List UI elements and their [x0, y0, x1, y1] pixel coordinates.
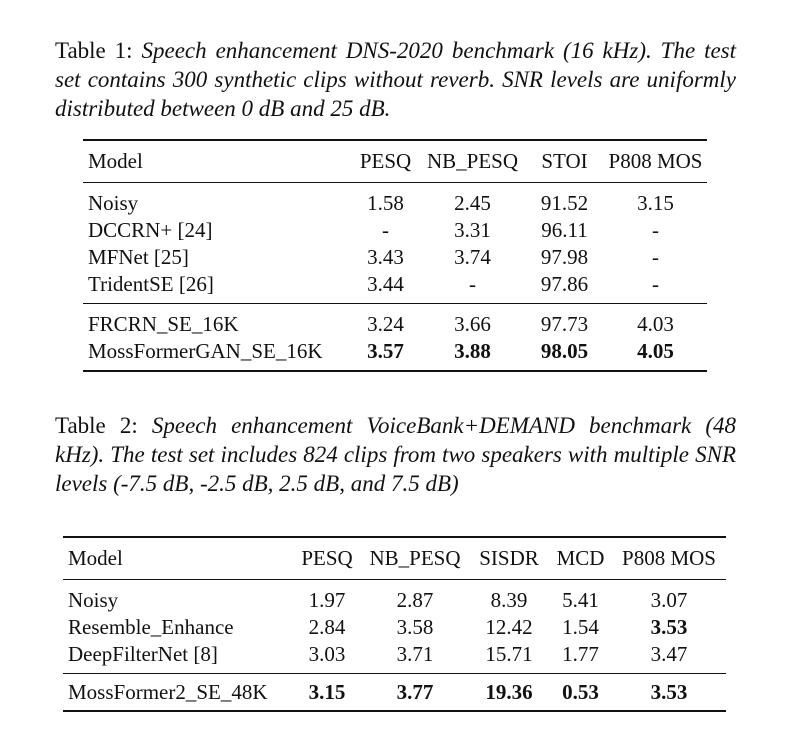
table-row — [83, 183, 707, 218]
table1-cell-model: MFNet [25] — [88, 245, 189, 269]
table1-header-p808-mos: P808 MOS — [604, 140, 707, 183]
table1-cell-model: MossFormerGAN_SE_16K — [88, 339, 323, 363]
table2-cell-model: Resemble_Enhance — [68, 615, 234, 639]
table1-cell-stoi: 96.11 — [541, 218, 588, 242]
table2-cell-model: DeepFilterNet [8] — [68, 642, 218, 666]
table2-header-nb-pesq: NB_PESQ — [361, 537, 469, 580]
table1-cell-p808: - — [652, 218, 659, 242]
table2-cell-pesq: 3.15 — [293, 674, 361, 712]
table1-cell-model: FRCRN_SE_16K — [83, 304, 351, 339]
table1-cell-pesq: - — [382, 218, 389, 242]
table2-cell-model: Noisy — [68, 588, 119, 612]
table-row — [83, 271, 707, 304]
table-row — [63, 580, 726, 615]
table2-cell-nb-pesq: 3.71 — [396, 642, 434, 666]
table1-header-pesq: PESQ — [351, 140, 420, 183]
table1-cell-nb-pesq: 3.74 — [454, 245, 491, 269]
table2-cell-sisdr: 8.39 — [490, 588, 528, 612]
table1-header-nb-pesq: NB_PESQ — [420, 140, 525, 183]
table1 — [83, 139, 707, 372]
table1-cell-p808: 4.05 — [637, 339, 674, 363]
table1-cell-model: TridentSE [26] — [88, 272, 214, 296]
table1-cell-pesq: 3.57 — [367, 339, 404, 363]
table1-cell-p808: 4.03 — [604, 304, 707, 339]
table2-header-row — [63, 537, 726, 580]
table1-cell-p808: - — [652, 272, 659, 296]
table-row — [63, 674, 726, 712]
table2-header-mcd: MCD — [549, 537, 612, 580]
table2-cell-p808: 3.47 — [650, 642, 688, 666]
table1-cell-stoi: 97.73 — [525, 304, 604, 339]
table1-caption-label: Table 1: — [55, 38, 133, 63]
table2-cell-nb-pesq: 3.58 — [396, 615, 434, 639]
table1-cell-p808: - — [652, 245, 659, 269]
table1-cell-nb-pesq: 2.45 — [454, 191, 491, 215]
table1-cell-pesq: 3.24 — [351, 304, 420, 339]
table1-cell-pesq: 3.44 — [367, 272, 404, 296]
table1-caption-text: Speech enhancement DNS-2020 benchmark (16 kHz). The test set contains 300 synthetic clips without reverb. SNR levels are uniformly distributed between 0 dB and 25 dB. — [55, 38, 737, 121]
table2 — [63, 536, 726, 712]
table2-cell-p808: 3.53 — [650, 615, 688, 639]
table1-cell-model: Noisy — [88, 191, 139, 215]
table1-cell-p808: 3.15 — [637, 191, 674, 215]
table2-header-model: Model — [63, 537, 293, 580]
table2-caption-label: Table 2: — [55, 413, 138, 438]
table2-cell-p808: 3.53 — [612, 674, 726, 712]
table2-header-pesq: PESQ — [293, 537, 361, 580]
table2-cell-model: MossFormer2_SE_48K — [63, 674, 293, 712]
table2-cell-sisdr: 15.71 — [485, 642, 533, 666]
table2-cell-mcd: 1.54 — [562, 615, 599, 639]
table-row — [83, 338, 707, 371]
table2-cell-p808: 3.07 — [650, 588, 688, 612]
table2-cell-mcd: 1.77 — [562, 642, 599, 666]
table-row — [83, 217, 707, 244]
table2-cell-mcd: 0.53 — [549, 674, 612, 712]
table2-header-p808-mos: P808 MOS — [612, 537, 726, 580]
table2-cell-pesq: 3.03 — [308, 642, 346, 666]
table2-header-sisdr: SISDR — [469, 537, 549, 580]
table2-cell-nb-pesq: 2.87 — [396, 588, 434, 612]
table2-cell-sisdr: 12.42 — [485, 615, 533, 639]
table1-cell-stoi: 97.98 — [540, 245, 589, 269]
table2-cell-mcd: 5.41 — [562, 588, 599, 612]
table1-cell-nb-pesq: - — [469, 272, 476, 296]
table1-cell-nb-pesq: 3.88 — [454, 339, 491, 363]
table2-cell-pesq: 2.84 — [308, 615, 346, 639]
table1-cell-stoi: 98.05 — [540, 339, 589, 363]
table-row — [63, 641, 726, 674]
table1-cell-model: DCCRN+ [24] — [88, 218, 213, 242]
table1-cell-nb-pesq: 3.31 — [454, 218, 491, 242]
table2-cell-pesq: 1.97 — [308, 588, 346, 612]
table1-header-stoi: STOI — [525, 140, 604, 183]
table2-cell-sisdr: 19.36 — [469, 674, 549, 712]
table2-caption — [55, 411, 736, 498]
table1-cell-stoi: 97.86 — [540, 272, 589, 296]
table-row — [83, 244, 707, 271]
table1-header-row — [83, 140, 707, 183]
table1-header-model: Model — [83, 140, 351, 183]
table1-cell-nb-pesq: 3.66 — [420, 304, 525, 339]
table1-caption — [55, 36, 736, 123]
table-row — [83, 304, 707, 339]
table2-cell-nb-pesq: 3.77 — [361, 674, 469, 712]
table-row — [63, 614, 726, 641]
table1-cell-stoi: 91.52 — [540, 191, 589, 215]
table2-caption-text: Speech enhancement VoiceBank+DEMAND benchmark (48 kHz). The test set includes 824 clips from two speakers with multiple SNR levels (-7.5 dB, -2.5 dB, 2.5 dB, and 7.5 dB) — [55, 413, 736, 496]
table1-cell-pesq: 1.58 — [367, 191, 404, 215]
table1-cell-pesq: 3.43 — [367, 245, 404, 269]
